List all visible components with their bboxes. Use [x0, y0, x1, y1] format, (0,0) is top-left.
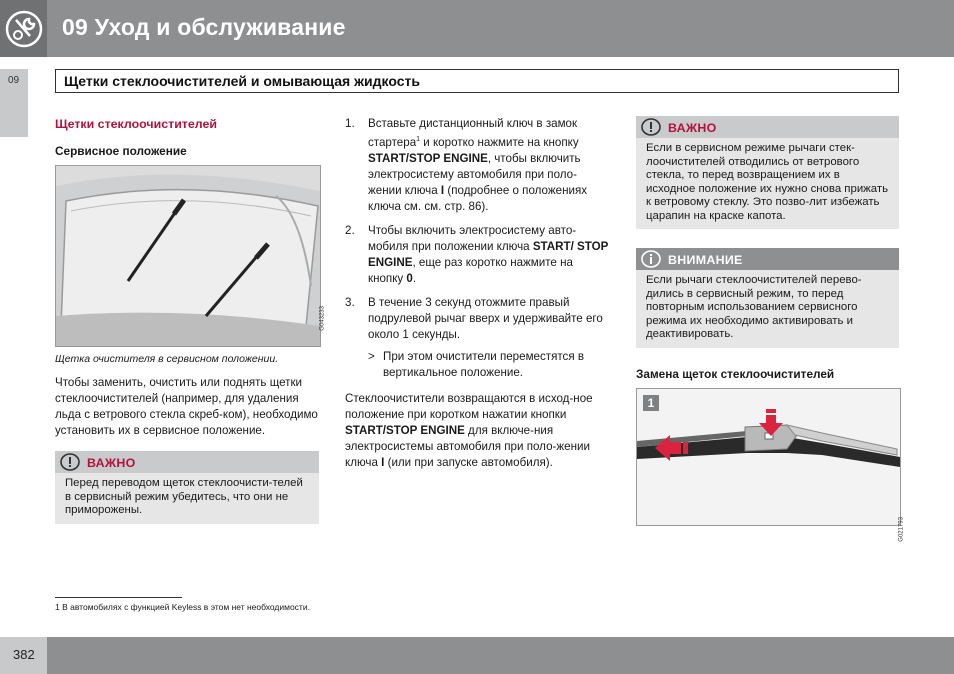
section-title: Щетки стеклоочистителей и омывающая жидкость	[64, 73, 420, 89]
result-arrow: >	[368, 349, 375, 363]
step-number: 2.	[345, 223, 355, 237]
button-name: START/ STOP ENGINE	[368, 239, 609, 269]
important-title: ВАЖНО	[87, 456, 136, 470]
important-title: ВАЖНО	[668, 121, 717, 135]
service-paragraph: Чтобы заменить, очистить или поднять щетки стеклоочистителей (например, для удаления льда с ветрового стекла скреб-ком), необходимо установить их в сервисное положение.	[55, 376, 318, 437]
important-text: Перед переводом щеток стеклоочисти-телей в сервисный режим убедитесь, что они не приморожены.	[65, 477, 303, 516]
page-header	[0, 0, 954, 57]
image-code: G021793	[899, 516, 905, 542]
step-text: , еще раз коротко нажмите на кнопку	[368, 255, 573, 285]
arrow-left-icon	[655, 433, 689, 468]
step-1	[345, 116, 610, 215]
step-number: 3.	[345, 295, 355, 309]
steps-list	[345, 116, 610, 343]
return-paragraph	[345, 391, 610, 471]
step-number: 1.	[345, 117, 355, 130]
step-text: Вставьте дистанционный ключ в замок стартера	[368, 117, 578, 149]
button-name: START/STOP ENGINE	[345, 423, 465, 437]
note-title: ВНИМАНИЕ	[668, 253, 743, 267]
paragraph-text: Стеклоочистители возвращаются в исход-ное положение при коротком нажатии кнопки	[345, 391, 593, 421]
info-icon	[641, 250, 661, 273]
wrench-gear-icon	[0, 0, 47, 57]
result-text: При этом очистители переместятся в вертикальное положение.	[383, 349, 585, 379]
key-position: I	[440, 183, 445, 197]
image-code: G043233	[320, 306, 326, 331]
step-3	[345, 295, 610, 343]
wiper-heading: Щетки стеклоочистителей	[55, 117, 217, 131]
column-middle	[345, 116, 610, 479]
column-right	[636, 116, 905, 542]
step-text: Чтобы включить электросистему авто-мобиля при положении ключа	[368, 223, 577, 253]
note-box-header	[636, 248, 899, 270]
page-number: 382	[13, 647, 35, 662]
key-position: 0	[406, 271, 413, 285]
arrow-down-icon	[757, 409, 785, 442]
page-footer	[0, 637, 954, 674]
image-caption: Щетка очистителя в сервисном положении.	[55, 353, 279, 365]
step-text: и коротко нажмите на кнопку	[420, 135, 579, 149]
blade-replacement-illustration	[636, 388, 905, 542]
footnote: 1 В автомобилях с функцией Keyless в этом нет необходимости.	[55, 602, 310, 612]
column-left	[55, 116, 326, 524]
important-text: Если в сервисном режиме рычаги стек-лоочистителей отводились от ветрового стекла, то перед возвращением их в исходное положение их нужно снова прижать к ветровому стеклу. Это позво-лит избежать царапин на краске капота.	[646, 142, 889, 222]
key-position: I	[381, 455, 385, 469]
note-text: Если рычаги стеклоочистителей перево-дились в сервисный режим, то перед повторным использованием сервисного режима их необходимо активировать и деактивировать.	[646, 274, 862, 340]
step-badge: 1	[643, 395, 659, 411]
note-box	[636, 248, 899, 348]
important-box	[636, 116, 899, 229]
exclamation-icon	[60, 453, 80, 476]
chapter-title: 09 Уход и обслуживание	[62, 14, 346, 40]
step-text: .	[412, 271, 417, 285]
paragraph-text: (или при запуске автомобиля).	[384, 455, 553, 469]
section-heading	[55, 69, 899, 93]
footnote-ref: 1	[416, 136, 421, 143]
replace-blades-heading: Замена щеток стеклоочистителей	[636, 366, 835, 381]
important-box	[55, 451, 319, 524]
important-box-header	[55, 451, 319, 473]
step-text: (подробнее о положениях ключа см. см. стр. 86).	[368, 183, 588, 213]
step-text: , чтобы включить электросистему автомобиля при поло-жении ключа	[368, 151, 581, 197]
chapter-tab[interactable]	[0, 69, 28, 137]
important-box-header	[636, 116, 899, 138]
chapter-tab-label: 09	[8, 75, 20, 86]
exclamation-icon	[641, 118, 661, 141]
step-3-result	[345, 349, 610, 381]
step-text: В течение 3 секунд отожмите правый подрулевой рычаг вверх и удерживайте его около 1 секунды.	[368, 295, 603, 341]
step-2	[345, 223, 610, 287]
footnote-rule	[55, 597, 182, 598]
paragraph-text: для включе-ния электросистемы автомобиля при поло-жении ключа	[345, 423, 590, 469]
page-number-box	[0, 637, 47, 674]
button-name: START/STOP ENGINE	[368, 151, 488, 165]
windshield-illustration	[55, 165, 326, 347]
service-position-heading: Сервисное положение	[55, 144, 187, 158]
